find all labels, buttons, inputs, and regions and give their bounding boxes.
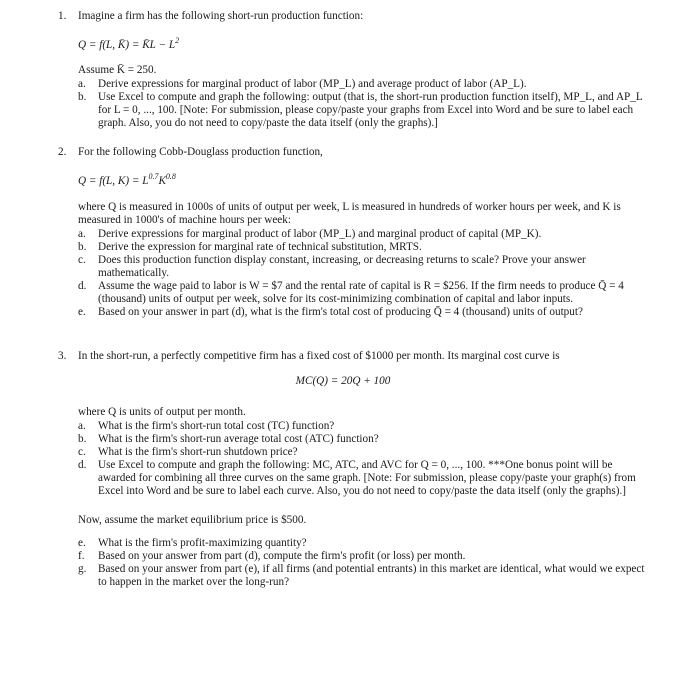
sub-question: e. Based on your answer in part (d), what is the firm's total cost of producing Q̄ = 4 (thousand) units of output? [78, 305, 583, 318]
equation: MC(Q) = 20Q + 100 [295, 374, 391, 387]
sub-question-list [78, 537, 648, 589]
question-number: 2. [58, 146, 67, 158]
sub-question-list [78, 420, 648, 498]
equation: Q = f(L, K̄) = K̄L − $L^2$ [78, 35, 180, 51]
question-2 [58, 146, 648, 319]
question-number: 3. [58, 350, 67, 362]
question-3 [58, 350, 648, 589]
sub-question: c. What is the firm's short-run shutdown price? [78, 445, 298, 458]
sub-question: a. Derive expressions for marginal product of labor (MP_L) and average product of labor (AP_L). [78, 77, 527, 90]
question-1 [58, 10, 648, 130]
where-clause: where Q is units of output per month. [78, 405, 246, 418]
sub-question: d. Use Excel to compute and graph the following: MC, ATC, and AVC for Q = 0, ..., 100. ***One bonus point will be awarded for combining all three curves on the same graph. [Note: For submission, please copy/paste your graph(s) from Excel into Word and be sure to label each curve. Also, you do not need to copy/paste the data itself (only the graphs).] [78, 458, 636, 497]
question-stem: For the following Cobb-Douglass production function, [78, 146, 323, 158]
sub-question: a. Derive expressions for marginal product of labor (MP_L) and marginal product of capital (MP_K). [78, 227, 542, 240]
question-stem: In the short-run, a perfectly competitive firm has a fixed cost of $1000 per month. Its marginal cost curve is [78, 350, 560, 362]
sub-question: b. Derive the expression for marginal rate of technical substitution, MRTS. [78, 240, 422, 253]
assumption: Assume K̄ = 250. [78, 63, 157, 76]
sub-question: f. Based on your answer from part (d), compute the firm's profit (or loss) per month. [78, 549, 466, 562]
sub-question: b. Use Excel to compute and graph the following: output (that is, the short-run production function itself), MP_L, and AP_L for L = 0, ..., 100. [Note: For submission, please copy/paste your graphs from Excel into Word and be sure to label each graph. Also, you do not need to copy/paste the data itself (only the graphs).] [78, 90, 643, 129]
sub-question-list [78, 78, 648, 130]
sub-question: b. What is the firm's short-run average total cost (ATC) function? [78, 432, 379, 445]
market-price-note: Now, assume the market equilibrium price is $500. [78, 513, 307, 526]
sub-question-list [78, 228, 648, 319]
question-stem: Imagine a firm has the following short-run production function: [78, 10, 364, 22]
sub-question: d. Assume the wage paid to labor is W = $7 and the rental rate of capital is R = $256. If the firm needs to produce Q̄ = 4 (thousand) units of output per week, solve for its cost-minimizing combination of capital and labor inputs. [78, 279, 624, 305]
sub-question: c. Does this production function display constant, increasing, or decreasing returns to scale? Prove your answer mathematically. [78, 253, 586, 279]
sub-question: a. What is the firm's short-run total cost (TC) function? [78, 419, 335, 432]
where-clause: where Q is measured in 1000s of units of output per week, L is measured in hundreds of worker hours per week, and K is measured in 1000's of machine hours per week: [78, 200, 621, 226]
sub-question: g. Based on your answer from part (e), if all firms (and potential entrants) in this market are identical, what would we expect to happen in the market over the long-run? [78, 562, 645, 588]
equation: Q = f(L, $K) = L^{0.7}K^{0.8}$ [78, 171, 176, 187]
question-number: 1. [58, 10, 67, 22]
sub-question: e. What is the firm's profit-maximizing quantity? [78, 536, 307, 549]
